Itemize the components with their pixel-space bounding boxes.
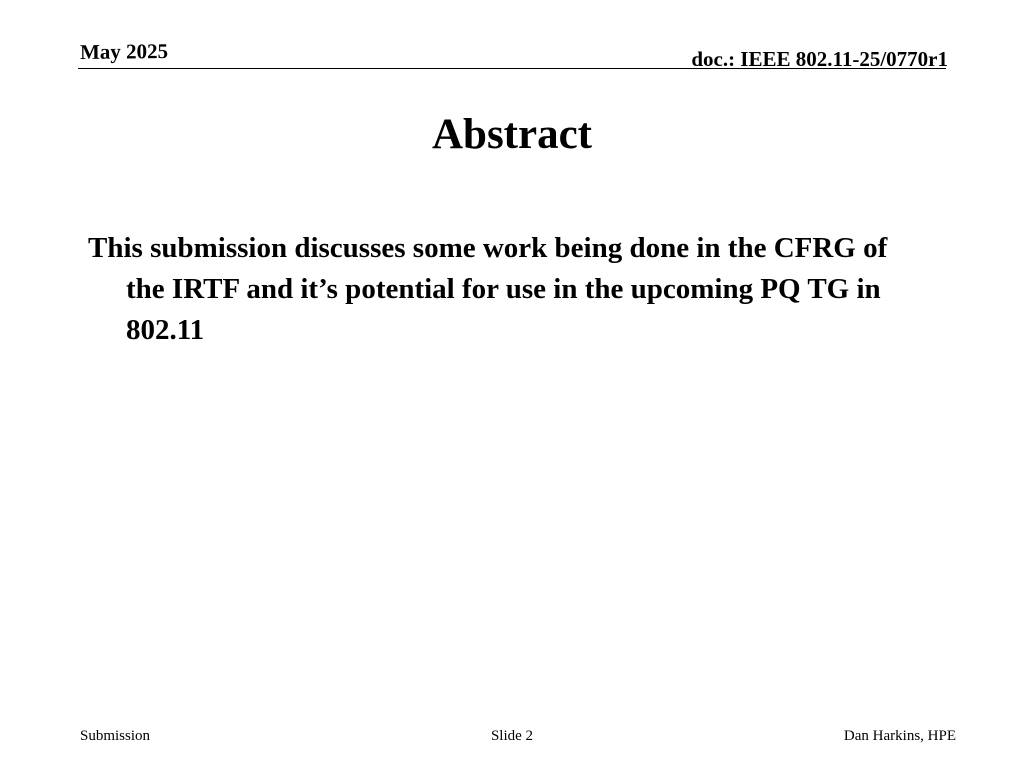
footer-slide-number: Slide 2 [490, 728, 534, 744]
slide-title: Abstract [431, 111, 592, 158]
abstract-text: This submission discusses some work being done in the CFRG of the IRTF and it’s potential for use in the upcoming PQ TG in 802.11 [88, 232, 888, 346]
header-divider [78, 68, 946, 69]
header-date: May 2025 [79, 39, 169, 64]
footer-author: Dan Harkins, HPE [843, 728, 956, 744]
footer-submission: Submission [80, 728, 151, 744]
header-doc-id: doc.: IEEE 802.11-25/0770r1 [691, 47, 948, 71]
